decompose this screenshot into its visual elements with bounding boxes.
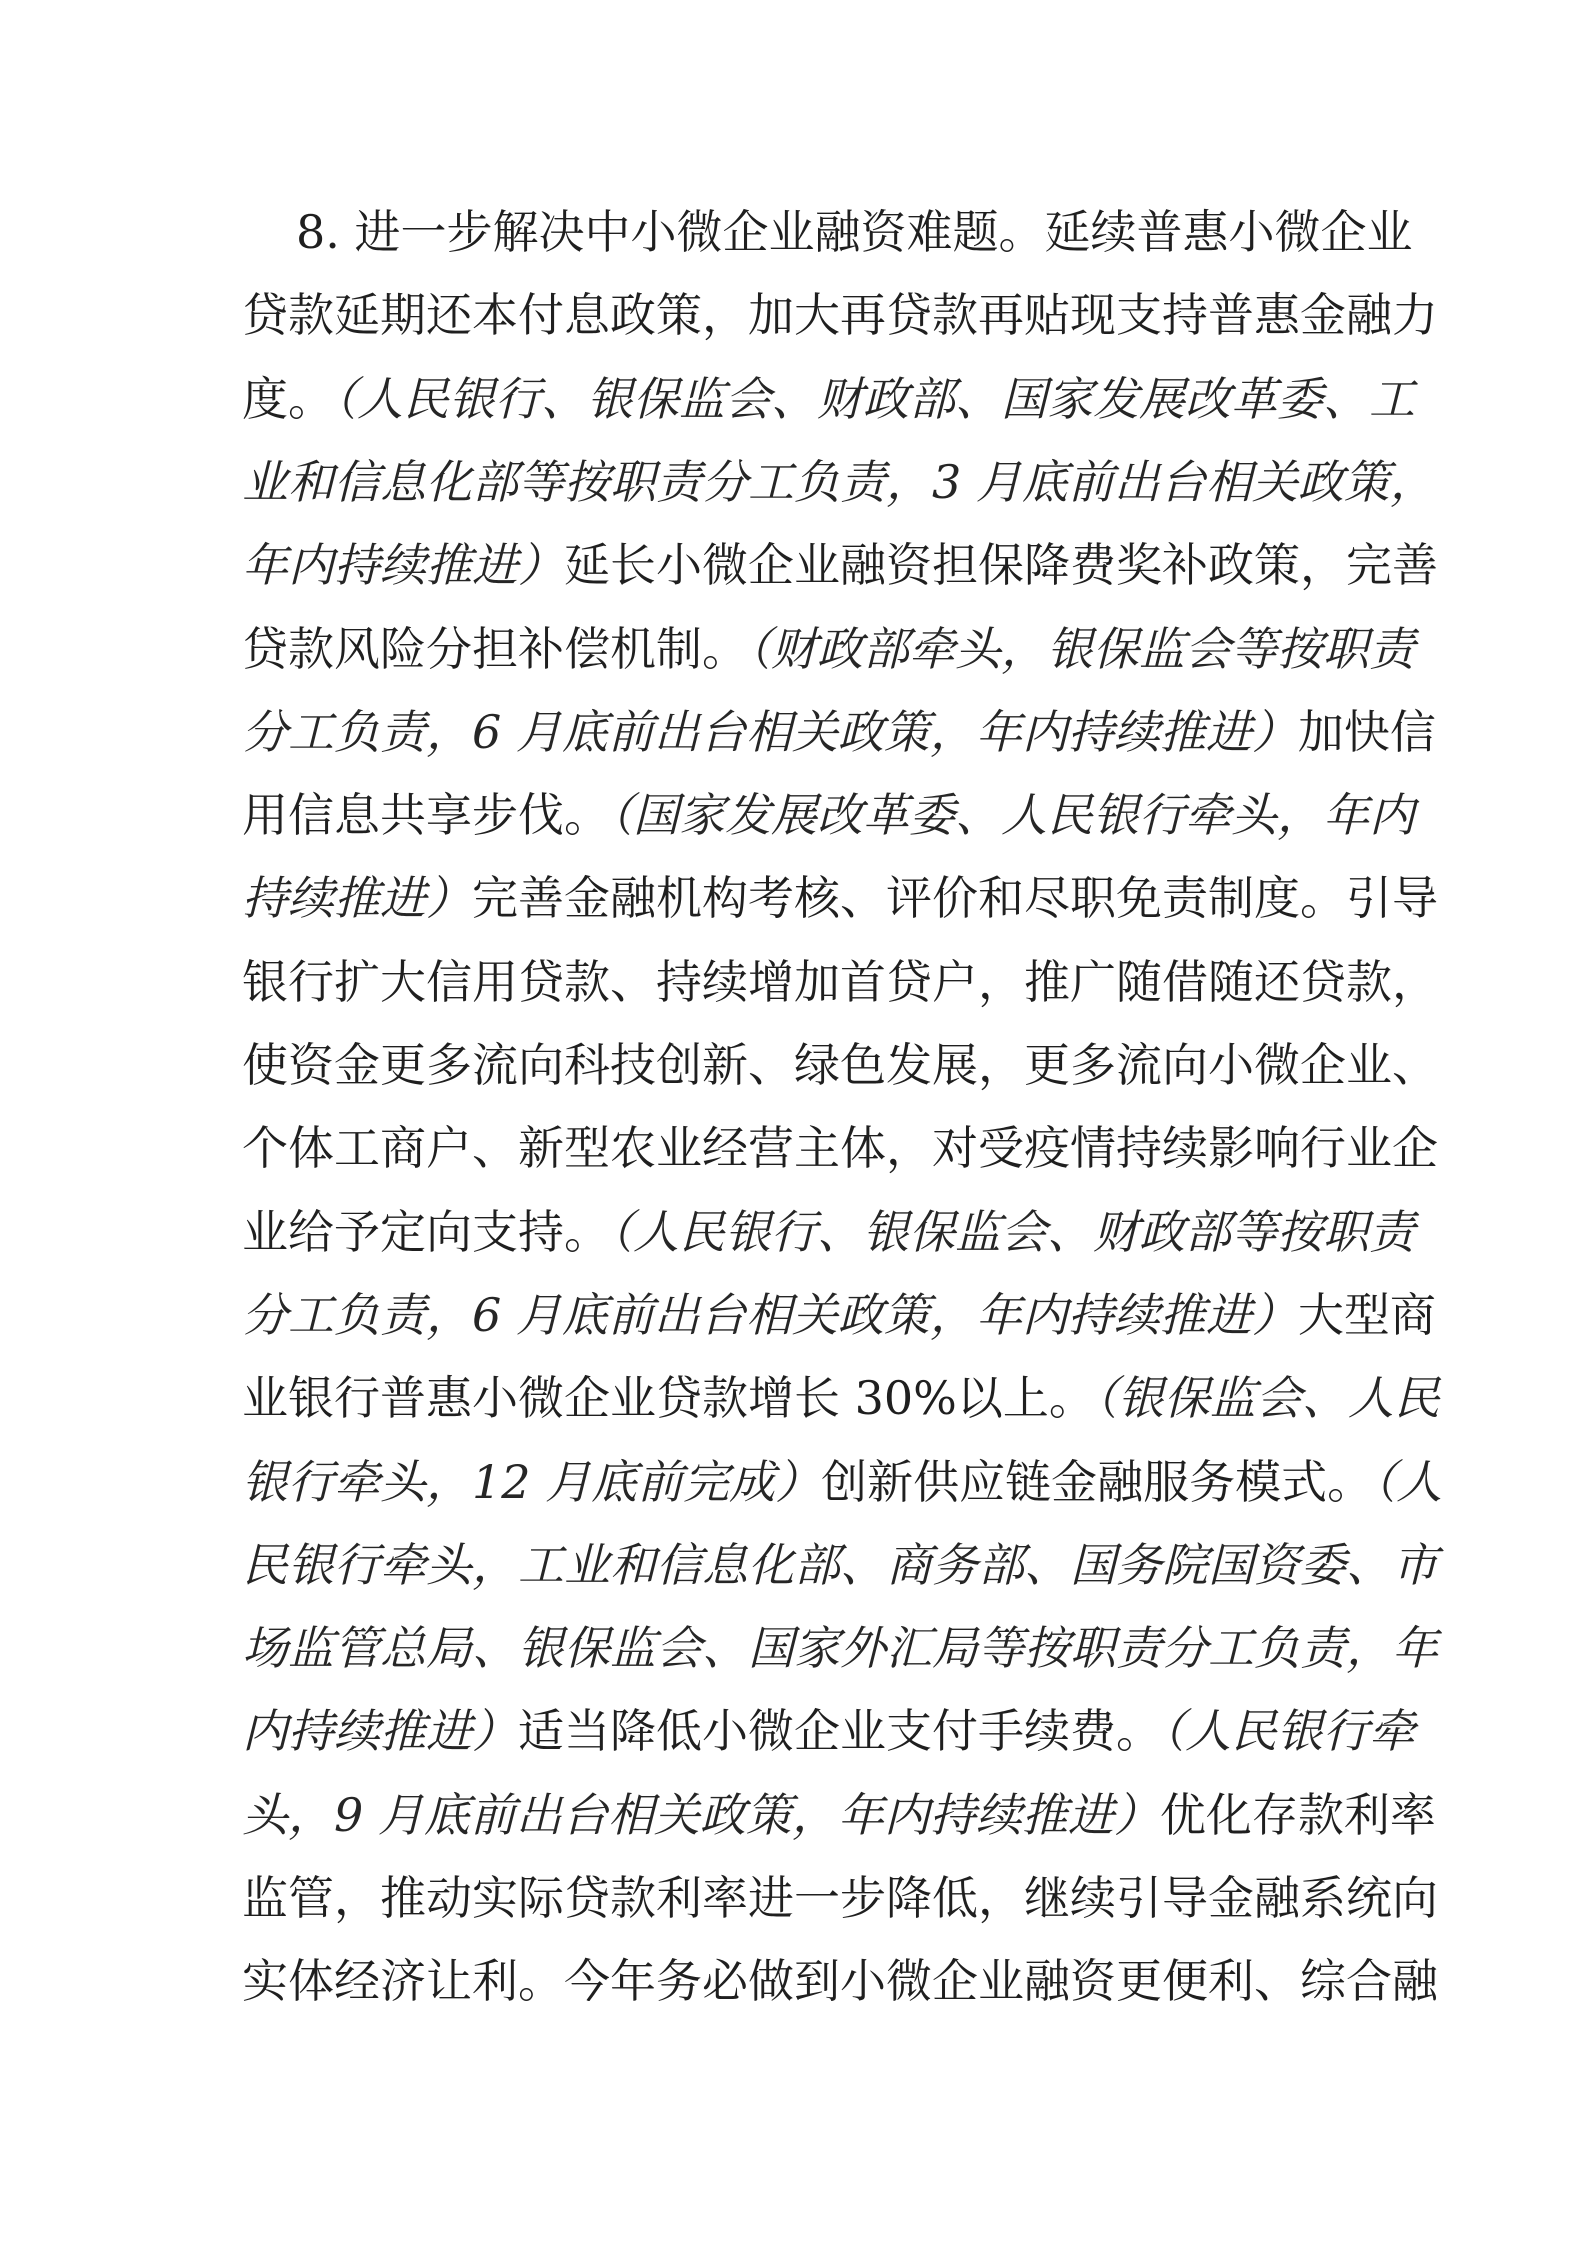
body-text-run: 实体经济让利。今年务必做到小微企业融资更便利、综合融 bbox=[242, 1954, 1438, 2009]
responsibility-note: 场监管总局、银保监会、国家外汇局等按职责分工负责，年 bbox=[242, 1621, 1438, 1676]
text-line bbox=[242, 702, 1436, 762]
text-line bbox=[242, 952, 1438, 1012]
text-line bbox=[242, 1785, 1436, 1845]
text-line bbox=[242, 1202, 1415, 1262]
body-text-run: 大型商 bbox=[1297, 1287, 1436, 1342]
body-text-run: 度。 bbox=[242, 371, 334, 426]
responsibility-note: （人 bbox=[1373, 1454, 1443, 1509]
responsibility-note: 民银行牵头，工业和信息化部、商务部、国务院国资委、市 bbox=[242, 1537, 1438, 1592]
text-line bbox=[242, 285, 1438, 345]
responsibility-note: 持续推进） bbox=[242, 871, 472, 926]
body-text-run: 优化存款利率 bbox=[1159, 1787, 1436, 1842]
body-text-run: 适当降低小微企业支付手续费。 bbox=[518, 1704, 1162, 1759]
body-text-run: 创新供应链金融服务模式。 bbox=[821, 1454, 1374, 1509]
body-text-run: 贷款延期还本付息政策，加大再贷款再贴现支持普惠金融力 bbox=[242, 288, 1438, 343]
body-text-run: 8. 进一步解决中小微企业融资难题。延续普惠小微企业 bbox=[296, 205, 1413, 259]
text-line bbox=[242, 785, 1415, 845]
body-text-run: 业给予定向支持。 bbox=[242, 1204, 610, 1259]
responsibility-note: 业和信息化部等按职责分工负责，3 月底前出台相关政策， bbox=[242, 454, 1436, 509]
text-line bbox=[242, 1868, 1438, 1928]
text-line bbox=[242, 1701, 1415, 1761]
responsibility-note: 内持续推进） bbox=[242, 1704, 518, 1759]
responsibility-note: 年内持续推进） bbox=[242, 538, 564, 593]
responsibility-note: （财政部牵头，银保监会等按职责 bbox=[748, 621, 1415, 676]
responsibility-note: 头，9 月底前出台相关政策，年内持续推进） bbox=[242, 1787, 1160, 1842]
body-text-run: 使资金更多流向科技创新、绿色发展，更多流向小微企业、 bbox=[242, 1038, 1438, 1092]
text-line bbox=[242, 1285, 1436, 1345]
text-line bbox=[242, 1035, 1438, 1095]
body-text-run: 业银行普惠小微企业贷款增长 30%以上。 bbox=[242, 1371, 1095, 1426]
responsibility-note: 银行牵头，12 月底前完成） bbox=[242, 1454, 822, 1509]
body-text-run: 用信息共享步伐。 bbox=[242, 788, 610, 843]
text-line bbox=[296, 202, 1413, 262]
body-text-run: 贷款风险分担补偿机制。 bbox=[242, 621, 748, 676]
text-line bbox=[242, 1951, 1438, 2011]
responsibility-note: （人民银行牵 bbox=[1162, 1704, 1415, 1759]
text-line bbox=[242, 369, 1415, 429]
text-line bbox=[242, 452, 1436, 512]
responsibility-note: 分工负责，6 月底前出台相关政策，年内持续推进） bbox=[242, 1287, 1298, 1342]
text-line bbox=[242, 868, 1438, 928]
body-text-run: 延长小微企业融资担保降费奖补政策，完善 bbox=[564, 538, 1438, 593]
body-text-run: 银行扩大信用贷款、持续增加首贷户，推广随借随还贷款， bbox=[242, 954, 1438, 1009]
body-text-run: 完善金融机构考核、评价和尽职免责制度。引导 bbox=[472, 871, 1438, 926]
body-text-run: 监管，推动实际贷款利率进一步降低，继续引导金融系统向 bbox=[242, 1871, 1438, 1925]
text-line bbox=[242, 1368, 1440, 1428]
responsibility-note: （人民银行、银保监会、财政部等按职责 bbox=[610, 1204, 1415, 1259]
text-line bbox=[242, 535, 1438, 595]
responsibility-note: （人民银行、银保监会、财政部、国家发展改革委、工 bbox=[334, 371, 1415, 426]
text-line bbox=[242, 1118, 1438, 1178]
text-line bbox=[242, 1535, 1438, 1595]
responsibility-note: （国家发展改革委、人民银行牵头，年内 bbox=[610, 788, 1415, 843]
responsibility-note: 分工负责，6 月底前出台相关政策，年内持续推进） bbox=[242, 704, 1298, 759]
responsibility-note: （银保监会、人民 bbox=[1094, 1371, 1440, 1426]
text-line bbox=[242, 1452, 1443, 1512]
body-text-run: 个体工商户、新型农业经营主体，对受疫情持续影响行业企 bbox=[242, 1121, 1438, 1176]
text-line bbox=[242, 1618, 1438, 1678]
text-line bbox=[242, 619, 1415, 679]
body-text-run: 加快信 bbox=[1297, 704, 1436, 759]
